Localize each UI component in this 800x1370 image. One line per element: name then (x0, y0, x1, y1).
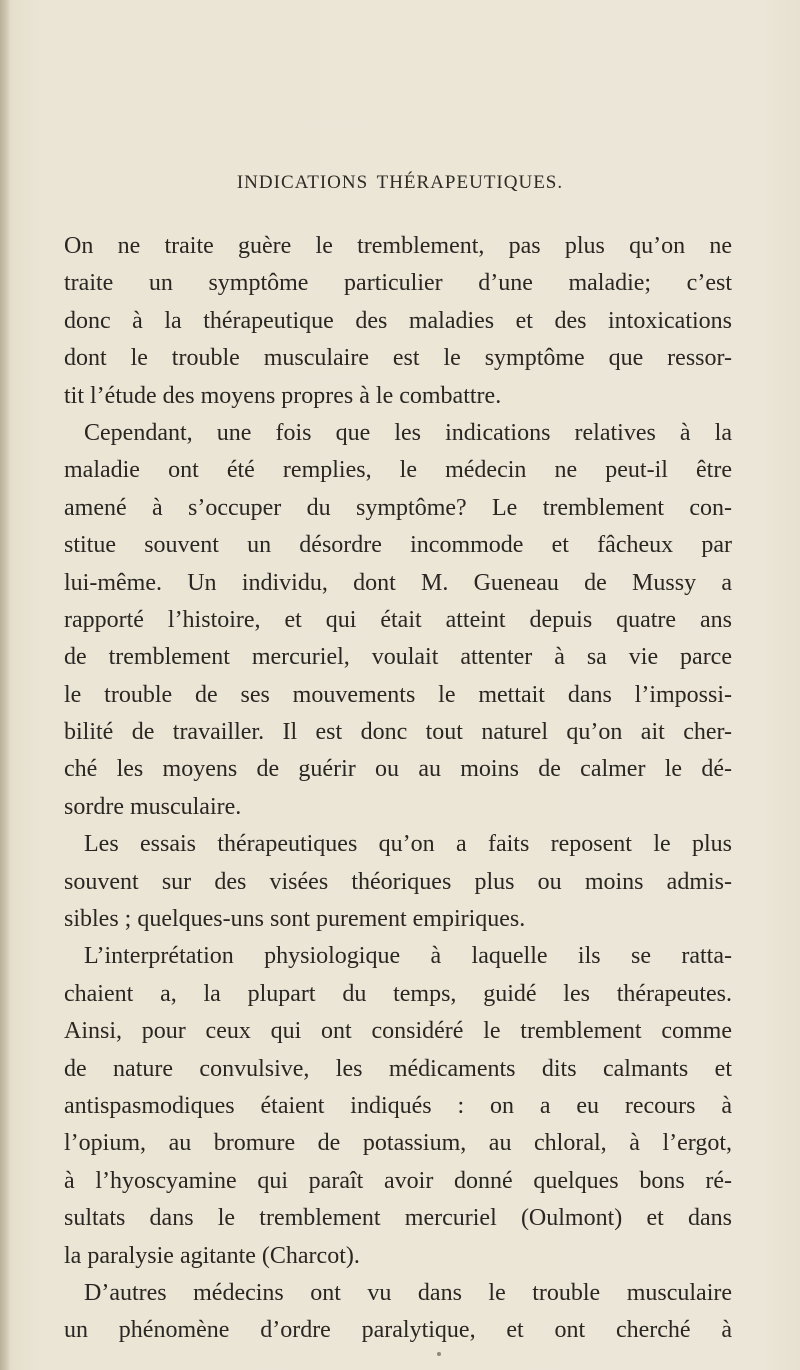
text-line: maladie ont été remplies, le médecin ne peut-il être (64, 457, 732, 484)
text-line: bilité de travailler. Il est donc tout naturel qu’on ait cher- (64, 719, 732, 746)
text-line: rapporté l’histoire, et qui était atteint depuis quatre ans (64, 606, 732, 633)
running-head: INDICATIONS THÉRAPEUTIQUES. (236, 172, 564, 193)
text-line: traite un symptôme particulier d’une maladie; c’est (64, 270, 732, 297)
text-line: la paralysie agitante (Charcot). (64, 1242, 360, 1269)
text-line: dont le trouble musculaire est le symptôme que ressor- (64, 345, 732, 372)
text-line: On ne traite guère le tremblement, pas plus qu’on ne (64, 233, 732, 259)
text-line: L’interprétation physiologique à laquelle ils se ratta- (84, 943, 732, 970)
text-line: un phénomène d’ordre paralytique, et ont cherché à (64, 1317, 732, 1344)
text-line: sultats dans le tremblement mercuriel (Oulmont) et dans (64, 1205, 732, 1232)
binding-edge (0, 0, 10, 1370)
body-text (64, 228, 732, 1350)
text-line: chaient a, la plupart du temps, guidé les thérapeutes. (64, 980, 732, 1007)
text-line: Ainsi, pour ceux qui ont considéré le tremblement comme (64, 1018, 732, 1045)
text-line: sibles ; quelques-uns sont purement empiriques. (64, 906, 526, 933)
text-line: Cependant, une fois que les indications relatives à la (84, 419, 732, 446)
text-line: tit l’étude des moyens propres à le combattre. (64, 382, 502, 409)
text-line: ché les moyens de guérir ou au moins de calmer le dé- (64, 756, 732, 783)
text-line: de tremblement mercuriel, voulait attenter à sa vie parce (64, 644, 732, 671)
text-line: lui-même. Un individu, dont M. Gueneau de Mussy a (64, 569, 732, 596)
text-line: stitue souvent un désordre incommode et fâcheux par (64, 532, 732, 559)
text-line: donc à la thérapeutique des maladies et des intoxications (64, 307, 732, 334)
text-line: souvent sur des visées théoriques plus ou moins admis- (64, 868, 732, 895)
text-line: à l’hyoscyamine qui paraît avoir donné quelques bons ré- (64, 1167, 732, 1194)
text-line: le trouble de ses mouvements le mettait dans l’impossi- (64, 681, 732, 708)
text-line: de nature convulsive, les médicaments dits calmants et (64, 1055, 732, 1082)
text-line: antispasmodiques étaient indiqués : on a eu recours à (64, 1092, 732, 1119)
text-line: Les essais thérapeutiques qu’on a faits reposent le plus (84, 831, 732, 858)
page-mark (437, 1352, 441, 1356)
text-line: l’opium, au bromure de potassium, au chloral, à l’ergot, (64, 1130, 732, 1157)
text-line: amené à s’occuper du symptôme? Le tremblement con- (64, 494, 732, 521)
text-line: D’autres médecins ont vu dans le trouble musculaire (84, 1279, 732, 1306)
text-line: sordre musculaire. (64, 793, 242, 820)
